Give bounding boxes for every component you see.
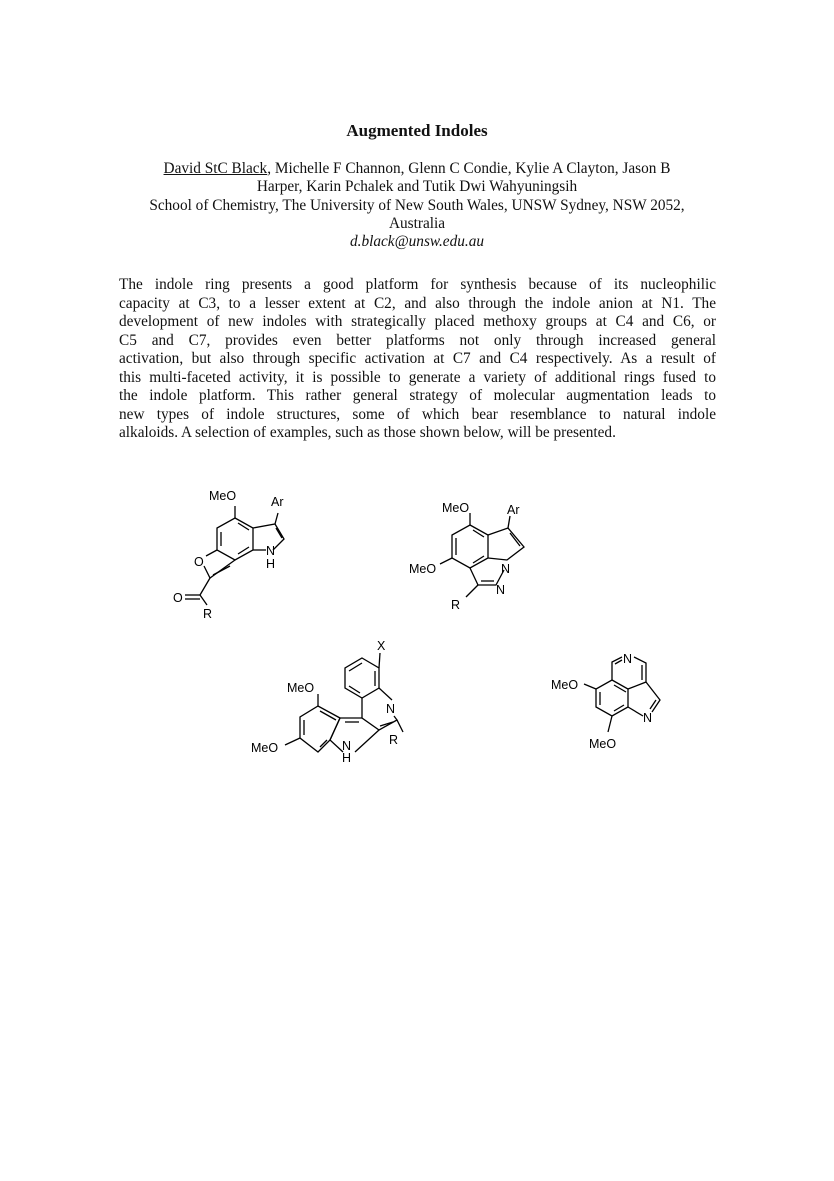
author-email: d.black@unsw.edu.au [349, 233, 485, 251]
benzene-ring [596, 680, 628, 716]
abstract-line: alkaloids. A selection of examples, such as those shown below, will be presented. [119, 424, 616, 441]
indole-hydrogen-label: H [342, 751, 352, 765]
r-group-label: R [389, 733, 399, 747]
r-group-label: R [203, 607, 213, 621]
furan-oxygen-label: O [194, 555, 204, 569]
aryl-label: Ar [507, 503, 520, 517]
pyridine-nitrogen-label: N [386, 702, 396, 716]
paper-title: Augmented Indoles [346, 121, 488, 140]
indole-nitrogen-label: N [342, 739, 352, 753]
benzene-ring [452, 525, 488, 568]
presenting-author: David StC Black [163, 160, 268, 177]
carbonyl-oxygen-label: O [173, 591, 183, 605]
indole-nitrogen-label: N [266, 544, 276, 558]
r-group-label: R [451, 598, 461, 612]
structure-pyrazoloindole [409, 501, 524, 612]
x-substituent-label: X [377, 639, 386, 653]
methoxy-label: MeO [409, 562, 437, 576]
abstract-line: activation, but also through specific activation at C7 and C4 respectively. As a result of [119, 350, 716, 367]
authors-line-2: Harper, Karin Pchalek and Tutik Dwi Wahyuningsih [256, 178, 578, 196]
benzene-ring-top [345, 658, 379, 698]
aryl-label: Ar [271, 495, 284, 509]
abstract-line: this multi-faceted activity, it is possible to generate a variety of additional rings fused to [119, 368, 716, 386]
indole-hydrogen-label: H [266, 557, 276, 571]
pyrazole-nitrogen-label: N [501, 562, 511, 576]
abstract-line: development of new indoles with strategically placed methoxy groups at C4 and C6, or [119, 313, 716, 330]
abstract-line: C5 and C7, provides even better platforms not only through increased general [119, 331, 716, 349]
abstract-line: new types of indole structures, some of which bear resemblance to natural indole [119, 405, 716, 423]
pyrazole-nitrogen-label: N [496, 583, 506, 597]
methoxy-label: MeO [589, 737, 617, 751]
methoxy-label: MeO [209, 489, 237, 503]
benzene-ring-bottom [300, 706, 340, 752]
methoxy-label: MeO [287, 681, 315, 695]
co-authors: , Michelle F Channon, Glenn C Condie, Kylie A Clayton, Jason B [267, 160, 671, 177]
abstract-line: the indole platform. This rather general strategy of molecular augmentation leads to [119, 387, 716, 404]
methoxy-label: MeO [442, 501, 470, 515]
benzene-ring [217, 518, 253, 560]
affiliation-line-1: School of Chemistry, The University of New South Wales, UNSW Sydney, NSW 2052, [149, 196, 685, 214]
pyrrole-nitrogen-label: N [643, 711, 653, 725]
affiliation-line-2: Australia [388, 214, 446, 232]
structure-tricyclic-azaindole [551, 652, 660, 751]
pyridine-nitrogen-label: N [623, 652, 633, 666]
methoxy-label: MeO [551, 678, 579, 692]
structure-indoloquinoline [251, 639, 403, 765]
abstract-line: The indole ring presents a good platform for synthesis because of its nucleophilic [119, 276, 716, 293]
structure-furoindole [173, 489, 284, 621]
abstract-line: capacity at C3, to a lesser extent at C2, and also through the indole anion at N1. The [119, 294, 716, 312]
methoxy-label: MeO [251, 741, 279, 755]
